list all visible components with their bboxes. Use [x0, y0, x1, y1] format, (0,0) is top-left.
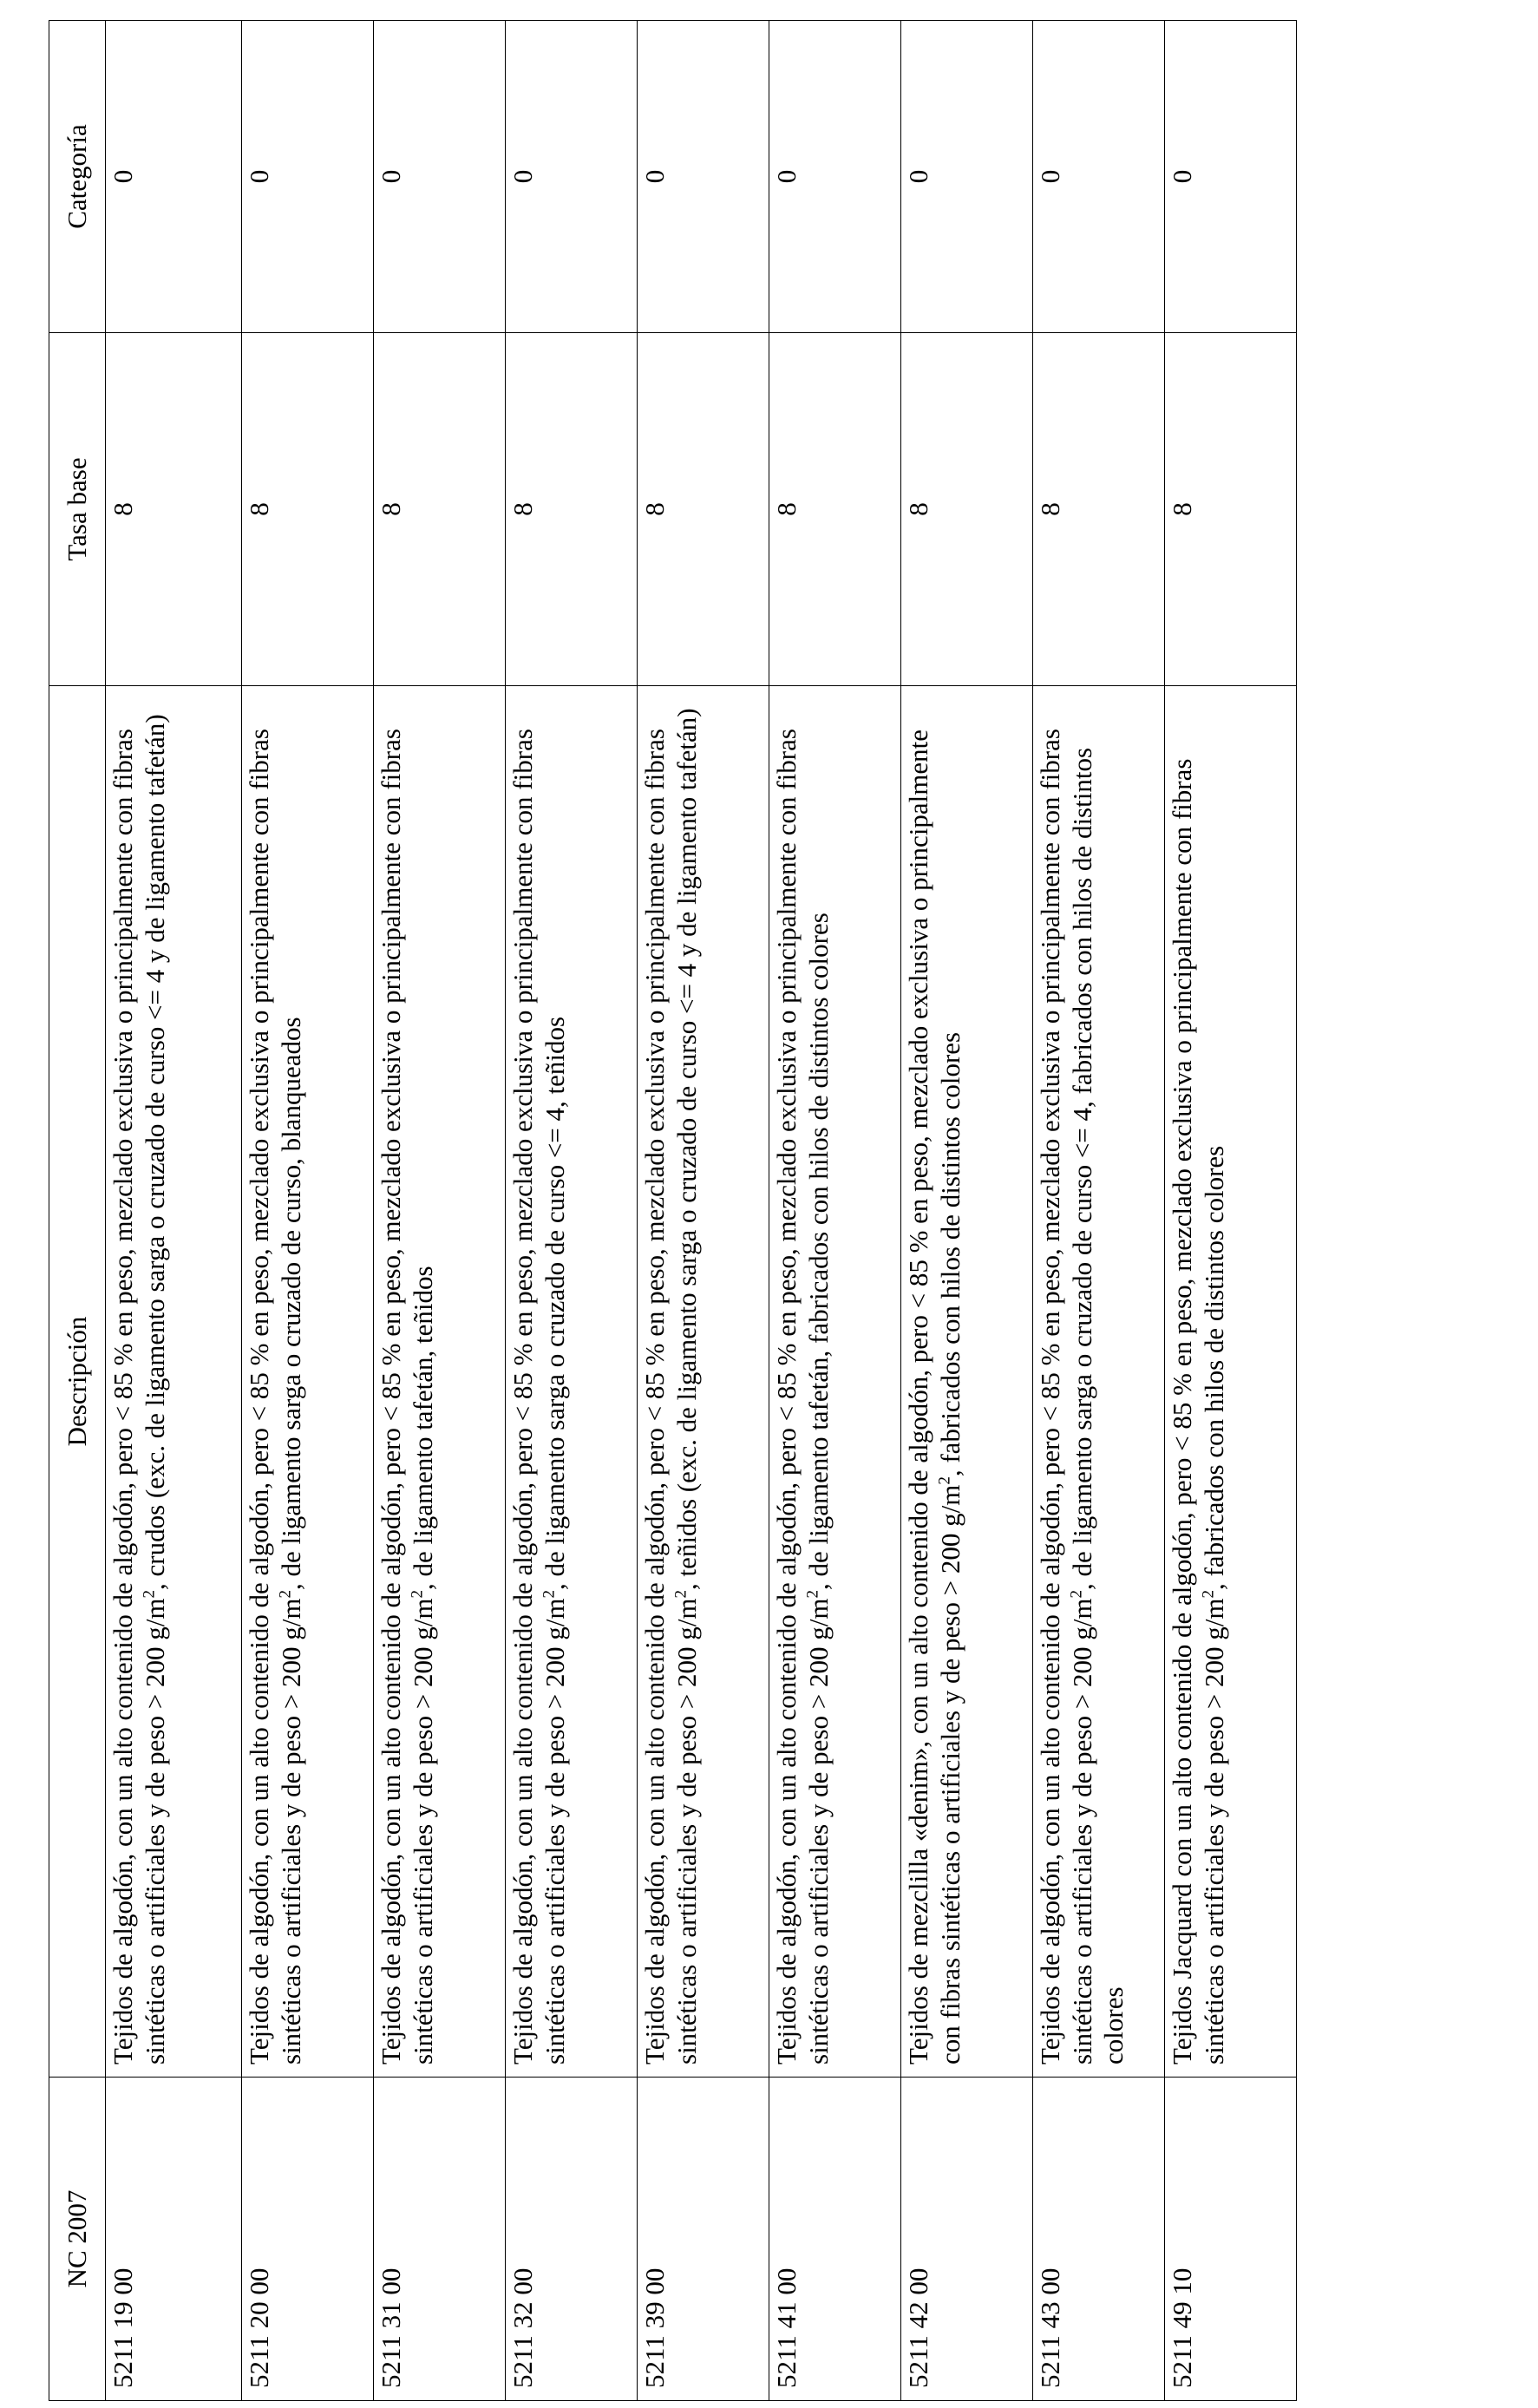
table-row	[106, 21, 242, 2401]
cell-description: Tejidos de algodón, con un alto contenido de algodón, pero < 85 % en peso, mezclado exclusiva o principalmente con fibras sintéticas o artificiales y de peso > 200 $g/m^2$, de ligamento sarga o cruzado de curso, blanqueados	[242, 686, 374, 2078]
cell-description: Tejidos Jacquard con un alto contenido de algodón, pero < 85 % en peso, mezclado exclusiva o principalmente con fibras sintéticas o artificiales y de peso > 200 $g/m^2$, fabricados con hilos de distintos colores	[1165, 686, 1297, 2078]
header-code: NC 2007	[49, 2078, 106, 2401]
cell-code: 5211 43 00	[1033, 2078, 1165, 2401]
table-row	[1033, 21, 1165, 2401]
cell-base-rate: 8	[506, 333, 638, 686]
table-row	[1165, 21, 1297, 2401]
table-row	[638, 21, 769, 2401]
table-header-row	[49, 21, 106, 2401]
cell-description: Tejidos de algodón, con un alto contenido de algodón, pero < 85 % en peso, mezclado exclusiva o principalmente con fibras sintéticas o artificiales y de peso > 200 $g/m^2$, teñidos (exc. de ligamento sarga o cruzado de curso <= 4 y de ligamento tafetán)	[638, 686, 769, 2078]
cell-category: 0	[506, 21, 638, 333]
cell-category: 0	[242, 21, 374, 333]
cell-category: 0	[769, 21, 901, 333]
cell-base-rate: 8	[242, 333, 374, 686]
cell-base-rate: 8	[106, 333, 242, 686]
cell-code: 5211 31 00	[374, 2078, 506, 2401]
cell-base-rate: 8	[374, 333, 506, 686]
cell-description: Tejidos de algodón, con un alto contenido de algodón, pero < 85 % en peso, mezclado exclusiva o principalmente con fibras sintéticas o artificiales y de peso > 200 $g/m^2$, de ligamento tafetán, teñidos	[374, 686, 506, 2078]
cell-category: 0	[106, 21, 242, 333]
cell-description: Tejidos de algodón, con un alto contenido de algodón, pero < 85 % en peso, mezclado exclusiva o principalmente con fibras sintéticas o artificiales y de peso > 200 $g/m^2$, crudos (exc. de ligamento sarga o cruzado de curso <= 4 y de ligamento tafetán)	[106, 686, 242, 2078]
rotated-page	[49, 21, 1268, 2401]
cell-code: 5211 32 00	[506, 2078, 638, 2401]
cell-base-rate: 8	[901, 333, 1033, 686]
cell-description: Tejidos de algodón, con un alto contenido de algodón, pero < 85 % en peso, mezclado exclusiva o principalmente con fibras sintéticas o artificiales y de peso > 200 $g/m^2$, de ligamento tafetán, fabricados con hilos de distintos colores	[769, 686, 901, 2078]
header-category: Categoría	[49, 21, 106, 333]
cell-base-rate: 8	[1033, 333, 1165, 686]
cell-code: 5211 19 00	[106, 2078, 242, 2401]
table-body	[106, 21, 1297, 2401]
cell-category: 0	[638, 21, 769, 333]
cell-code: 5211 42 00	[901, 2078, 1033, 2401]
table-row	[769, 21, 901, 2401]
cell-base-rate: 8	[769, 333, 901, 686]
table-row	[242, 21, 374, 2401]
cell-code: 5211 41 00	[769, 2078, 901, 2401]
table-row	[506, 21, 638, 2401]
table-row	[901, 21, 1033, 2401]
cell-category: 0	[901, 21, 1033, 333]
cell-base-rate: 8	[638, 333, 769, 686]
header-base-rate: Tasa base	[49, 333, 106, 686]
cell-category: 0	[1033, 21, 1165, 333]
cell-base-rate: 8	[1165, 333, 1297, 686]
header-description: Descripción	[49, 686, 106, 2078]
table-row	[374, 21, 506, 2401]
cell-description: Tejidos de algodón, con un alto contenido de algodón, pero < 85 % en peso, mezclado exclusiva o principalmente con fibras sintéticas o artificiales y de peso > 200 $g/m^2$, de ligamento sarga o cruzado de curso <= 4, teñidos	[506, 686, 638, 2078]
tariff-table	[49, 20, 1297, 2401]
cell-code: 5211 49 10	[1165, 2078, 1297, 2401]
cell-category: 0	[374, 21, 506, 333]
cell-description: Tejidos de mezclilla «denim», con un alto contenido de algodón, pero < 85 % en peso, mezclado exclusiva o principalmente con fibras sintéticas o artificiales y de peso > 200 $g/m^2$, fabricados con hilos de distintos colores	[901, 686, 1033, 2078]
cell-code: 5211 39 00	[638, 2078, 769, 2401]
cell-code: 5211 20 00	[242, 2078, 374, 2401]
cell-category: 0	[1165, 21, 1297, 333]
cell-description: Tejidos de algodón, con un alto contenido de algodón, pero < 85 % en peso, mezclado exclusiva o principalmente con fibras sintéticas o artificiales y de peso > 200 $g/m^2$, de ligamento sarga o cruzado de curso <= 4, fabricados con hilos de distintos colores	[1033, 686, 1165, 2078]
